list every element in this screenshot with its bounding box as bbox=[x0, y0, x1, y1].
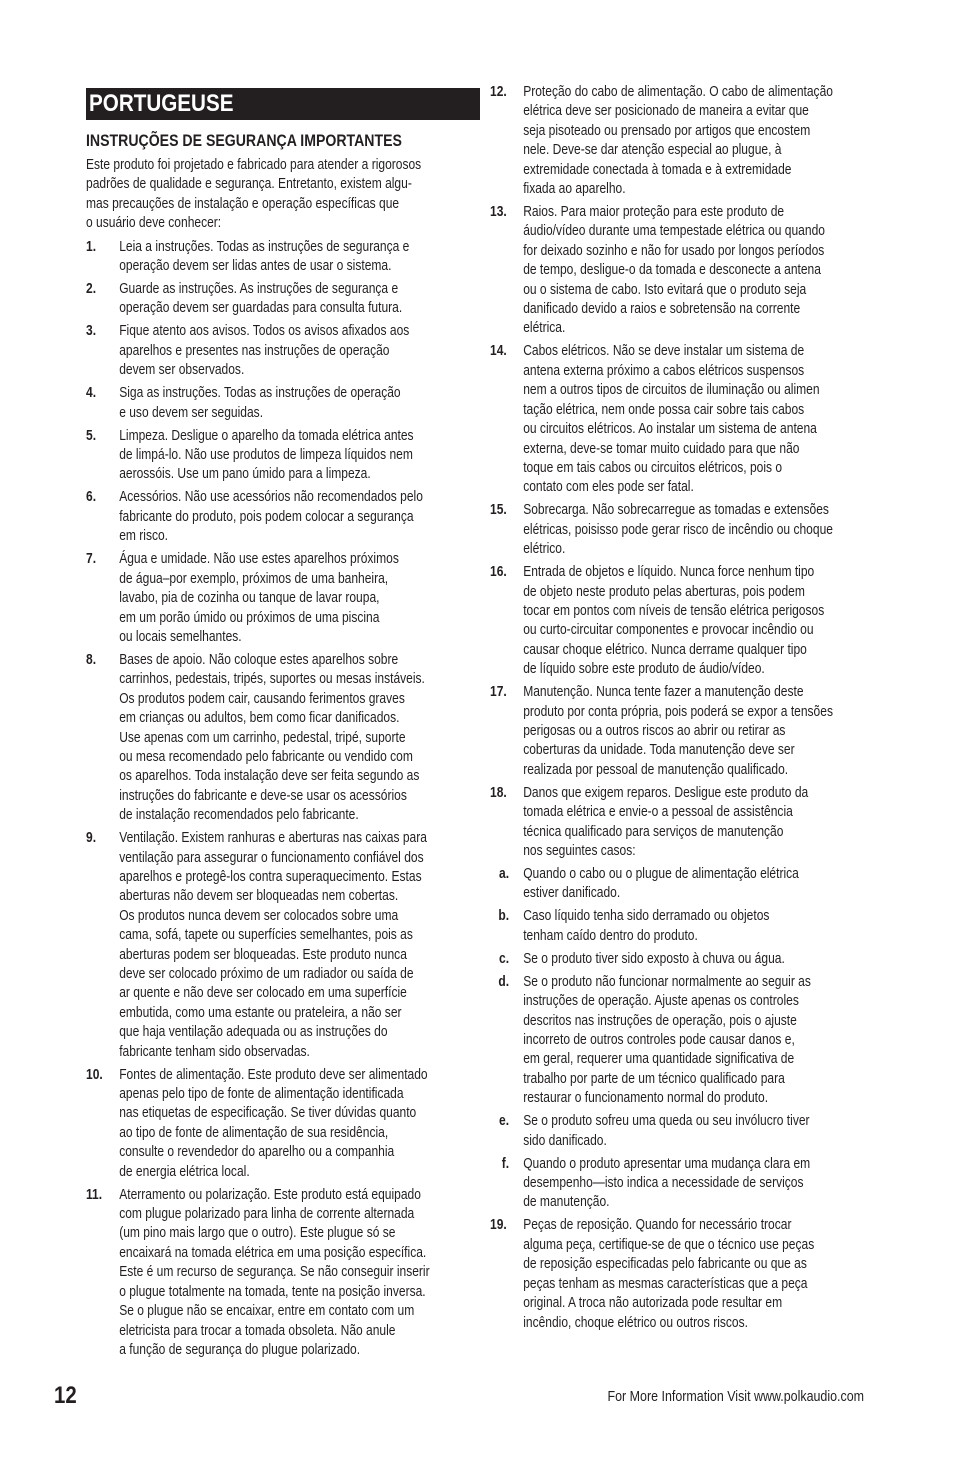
item-number: a. bbox=[499, 866, 510, 882]
list-item bbox=[490, 973, 876, 1109]
item-text-line: desempenho—isto indica a necessidade de serviços bbox=[523, 1175, 804, 1192]
item-text-line: realizada por pessoal de manutenção qualificado. bbox=[523, 761, 789, 778]
item-number: 9. bbox=[86, 830, 97, 847]
item-text-line: estiver danificado. bbox=[523, 885, 621, 902]
list-item bbox=[490, 1216, 876, 1332]
item-text-line: alguma peça, certifique-se de que o técnico use peças bbox=[523, 1236, 815, 1253]
list-item bbox=[86, 1186, 468, 1361]
item-text-line: embutida, como uma estante ou prateleira, a não ser bbox=[119, 1004, 402, 1021]
item-text-line: com plugue polarizado para linha de corrente alternada bbox=[119, 1206, 415, 1223]
item-text-line: sido danificado. bbox=[523, 1132, 607, 1149]
item-text-line: (um pino mais largo que o outro). Este plugue só se bbox=[119, 1225, 396, 1242]
item-text bbox=[523, 865, 876, 904]
item-text bbox=[523, 342, 876, 497]
list-item bbox=[86, 550, 468, 647]
item-text-line: Use apenas com um carrinho, pedestal, tripé, suporte bbox=[119, 729, 406, 746]
item-text bbox=[523, 1112, 876, 1151]
list-item bbox=[86, 651, 468, 826]
item-text-line: perigosas ou a outros riscos ao abrir ou retirar as bbox=[523, 722, 786, 739]
list-item bbox=[490, 83, 876, 199]
item-text-line: Siga as instruções. Todas as instruções de operação bbox=[119, 385, 401, 402]
item-text bbox=[119, 488, 468, 546]
item-text bbox=[523, 907, 876, 946]
intro-line: o usuário deve conhecer: bbox=[86, 215, 222, 232]
list-item bbox=[490, 1112, 876, 1151]
item-text-line: encaixará na tomada elétrica em uma posição específica. bbox=[119, 1244, 427, 1261]
item-text-line: Peças de reposição. Quando for necessário trocar bbox=[523, 1217, 792, 1234]
item-text-line: produto por conta própria, pois poderá se expor a tensões bbox=[523, 703, 833, 720]
item-text-line: fabricante do produto, pois podem colocar a segurança bbox=[119, 508, 414, 525]
item-text-line: eletricista para trocar a tomada obsoleta. Não anule bbox=[119, 1322, 396, 1339]
intro-line: padrões de qualidade e segurança. Entretanto, existem algu- bbox=[86, 176, 412, 193]
item-text bbox=[119, 1066, 468, 1182]
item-text bbox=[523, 973, 876, 1109]
item-text-line: Este é um recurso de segurança. Se não conseguir inserir bbox=[119, 1264, 430, 1281]
item-text-line: coberturas da unidade. Toda manutenção deve ser bbox=[523, 742, 795, 759]
item-number: 3. bbox=[86, 323, 97, 340]
item-text bbox=[523, 950, 876, 969]
item-text-line: aparelhos e protegê-los contra superaquecimento. Estas bbox=[119, 868, 422, 885]
item-text-line: Fique atento aos avisos. Todos os avisos afixados aos bbox=[119, 323, 410, 340]
item-number: f. bbox=[501, 1155, 510, 1172]
item-text-line: ou mesa recomendado pelo fabricante ou vendido com bbox=[119, 748, 413, 765]
list-item bbox=[490, 784, 876, 862]
list-item bbox=[86, 488, 468, 546]
footer-info: For More Information Visit www.polkaudio.com bbox=[607, 1388, 864, 1405]
item-text-line: os aparelhos. Toda instalação deve ser feita segundo as bbox=[119, 768, 420, 785]
item-text-line: incorreto de outros controles pode causar danos e, bbox=[523, 1032, 795, 1049]
item-text-line: ar quente e não deve ser colocado em uma superfície bbox=[119, 985, 407, 1002]
item-number: 5. bbox=[86, 427, 97, 444]
item-number: 11. bbox=[86, 1186, 103, 1203]
item-text-line: de manutenção. bbox=[523, 1194, 610, 1211]
item-number: b. bbox=[498, 908, 510, 925]
item-text-line: toque em tais cabos ou circuitos elétricos, pois o bbox=[523, 459, 783, 476]
item-text-line: áudio/vídeo durante uma tempestade elétrica ou quando bbox=[523, 223, 825, 240]
instruction-list-right bbox=[490, 83, 876, 1333]
item-text bbox=[119, 829, 468, 1062]
item-text-line: extremidade conectada à tomada e à extremidade bbox=[523, 161, 792, 178]
item-text-line: danificado devido a raios e sobretensão na corrente bbox=[523, 301, 801, 318]
item-text-line: que haja ventilação adequada ou as instruções do bbox=[119, 1024, 388, 1041]
list-item bbox=[86, 427, 468, 485]
item-text-line: apenas pelo tipo de fonte de alimentação identificada bbox=[119, 1086, 404, 1103]
item-text-line: Cabos elétricos. Não se deve instalar um sistema de bbox=[523, 343, 805, 360]
item-text bbox=[119, 1186, 468, 1361]
item-text bbox=[119, 427, 468, 485]
item-text bbox=[523, 501, 876, 559]
item-text bbox=[119, 238, 468, 277]
page-number: 12 bbox=[54, 1382, 77, 1409]
item-text-line: Sobrecarga. Não sobrecarregue as tomadas e extensões bbox=[523, 502, 829, 519]
item-number: c. bbox=[499, 950, 510, 967]
item-text-line: seja pisoteado ou prensado por artigos que encostem bbox=[523, 122, 811, 139]
item-text-line: Ventilação. Existem ranhuras e aberturas nas caixas para bbox=[119, 830, 427, 847]
list-item bbox=[490, 501, 876, 559]
item-text-line: ao tipo de fonte de alimentação de sua residência, bbox=[119, 1124, 389, 1141]
list-item bbox=[490, 907, 876, 946]
list-item bbox=[490, 342, 876, 497]
item-text-line: tocar em pontos com níveis de tensão elétrica perigosos bbox=[523, 602, 825, 619]
item-text-line: restaurar o funcionamento normal do produto. bbox=[523, 1090, 769, 1107]
item-number: 13. bbox=[490, 204, 507, 221]
right-column-content bbox=[490, 83, 876, 1333]
item-text-line: Quando o cabo ou o plugue de alimentação elétrica bbox=[523, 866, 799, 882]
item-text-line: Fontes de alimentação. Este produto deve ser alimentado bbox=[119, 1066, 428, 1083]
item-text-line: operação devem ser guardadas para consulta futura. bbox=[119, 300, 403, 317]
intro-line: Este produto foi projetado e fabricado para atender a rigorosos bbox=[86, 157, 422, 173]
item-text-line: Se o plugue não se encaixar, entre em contato com um bbox=[119, 1303, 415, 1320]
item-text-line: antena externa próximo a cabos elétricos suspensos bbox=[523, 362, 805, 379]
item-text-line: Guarde as instruções. As instruções de segurança e bbox=[119, 281, 399, 298]
item-text-line: Aterramento ou polarização. Este produto está equipado bbox=[119, 1186, 421, 1203]
item-text-line: tenham caído dentro do produto. bbox=[523, 927, 698, 944]
item-text-line: em crianças ou adultos, bem como ficar danificados. bbox=[119, 710, 400, 727]
item-text-line: nas etiquetas de especificação. Se tiver dúvidas quanto bbox=[119, 1105, 417, 1122]
item-text-line: consulte o revendedor do aparelho ou a companhia bbox=[119, 1144, 395, 1161]
list-item bbox=[490, 563, 876, 679]
item-number: 2. bbox=[86, 281, 97, 298]
item-text-line: técnica qualificado para serviços de manutenção bbox=[523, 823, 784, 840]
item-number: 10. bbox=[86, 1066, 103, 1083]
item-text-line: de tempo, desligue-o da tomada e desconecte a antena bbox=[523, 262, 821, 279]
item-text-line: tação elétrica, nem onde possa cair sobre tais cabos bbox=[523, 401, 805, 418]
item-text-line: instruções de operação. Ajuste apenas os controles bbox=[523, 993, 799, 1010]
item-text-line: Acessórios. Não use acessórios não recomendados pelo bbox=[119, 489, 423, 506]
item-text-line: ou locais semelhantes. bbox=[119, 628, 242, 645]
left-column-content bbox=[86, 130, 468, 1360]
item-number: 12. bbox=[490, 84, 507, 100]
item-text-line: em geral, requerer uma quantidade significativa de bbox=[523, 1051, 795, 1068]
item-number: 14. bbox=[490, 343, 507, 360]
item-text-line: Caso líquido tenha sido derramado ou objetos bbox=[523, 908, 770, 925]
item-text-line: fabricante tenham sido observadas. bbox=[119, 1043, 310, 1060]
item-text-line: Se o produto sofreu uma queda ou seu invólucro tiver bbox=[523, 1113, 810, 1130]
item-text-line: elétrica deve ser posicionado de maneira a evitar que bbox=[523, 103, 809, 120]
item-text-line: for deixado sozinho e não for usado por longos períodos bbox=[523, 242, 825, 259]
item-text-line: Danos que exigem reparos. Desligue este produto da bbox=[523, 784, 809, 801]
item-text-line: Raios. Para maior proteção para este produto de bbox=[523, 204, 785, 221]
list-item bbox=[490, 865, 876, 904]
section-title-banner bbox=[86, 88, 480, 120]
item-text-line: operação devem ser lidas antes de usar o sistema. bbox=[119, 258, 392, 275]
item-text bbox=[523, 683, 876, 780]
item-text-line: peças tenham as mesmas características que a peça bbox=[523, 1275, 808, 1292]
item-text-line: Bases de apoio. Não coloque estes aparelhos sobre bbox=[119, 651, 399, 668]
item-text-line: aberturas podem ser bloqueadas. Este produto nunca bbox=[119, 946, 407, 963]
list-item bbox=[490, 203, 876, 339]
item-text-line: e uso devem ser seguidas. bbox=[119, 404, 264, 421]
item-text-line: Leia a instruções. Todas as instruções de segurança e bbox=[119, 238, 410, 255]
item-text bbox=[119, 280, 468, 319]
item-number: e. bbox=[499, 1113, 510, 1130]
list-item bbox=[86, 384, 468, 423]
intro-paragraph bbox=[86, 156, 468, 234]
item-text-line: externa, deve-se tomar muito cuidado para que não bbox=[523, 440, 800, 457]
item-number: 6. bbox=[86, 489, 97, 506]
item-text-line: trabalho por parte de um técnico qualificado para bbox=[523, 1070, 785, 1087]
item-number: 16. bbox=[490, 564, 507, 581]
right-column bbox=[490, 83, 876, 1337]
item-number: 8. bbox=[86, 651, 97, 668]
list-item bbox=[86, 1066, 468, 1182]
item-text-line: lavabo, pia de cozinha ou tanque de lavar roupa, bbox=[119, 590, 380, 607]
item-text-line: descritos nas instruções de operação, pois o ajuste bbox=[523, 1012, 797, 1029]
item-text-line: deve ser colocado próximo de um radiador ou saída de bbox=[119, 966, 414, 982]
item-text-line: aberturas não devem ser bloqueadas nem cobertas. bbox=[119, 888, 399, 905]
left-column bbox=[86, 130, 468, 1364]
item-text-line: causar choque elétrico. Nunca derrame qualquer tipo bbox=[523, 641, 807, 658]
intro-line: mas precauções de instalação e operação específicas que bbox=[86, 195, 400, 212]
item-text-line: elétrica. bbox=[523, 320, 566, 337]
list-item bbox=[490, 683, 876, 780]
list-item bbox=[86, 829, 468, 1062]
item-text-line: de água–por exemplo, próximos de uma banheira, bbox=[119, 570, 389, 587]
item-text-line: cama, sofá, tapete ou superfícies semelhantes, pois as bbox=[119, 927, 413, 944]
item-text bbox=[523, 83, 876, 199]
item-text-line: de energia elétrica local. bbox=[119, 1163, 250, 1180]
item-text-line: a função de segurança do plugue polarizado. bbox=[119, 1341, 361, 1358]
item-text-line: o plugue totalmente na tomada, tente na posição inversa. bbox=[119, 1283, 426, 1300]
item-text-line: aerossóis. Use um pano úmido para a limpeza. bbox=[119, 466, 371, 483]
item-text-line: original. A troca não autorizada pode resultar em bbox=[523, 1295, 783, 1312]
item-text-line: Os produtos nunca devem ser colocados sobre uma bbox=[119, 907, 399, 924]
item-text bbox=[523, 1216, 876, 1332]
item-text-line: Os produtos podem cair, causando ferimentos graves bbox=[119, 690, 405, 707]
item-text-line: Limpeza. Desligue o aparelho da tomada elétrica antes bbox=[119, 427, 414, 444]
item-number: 15. bbox=[490, 502, 507, 519]
page-heading: INSTRUÇÕES DE SEGURANÇA IMPORTANTES bbox=[86, 131, 402, 150]
item-text-line: em um porão úmido ou próximos de uma piscina bbox=[119, 609, 380, 626]
item-number: 18. bbox=[490, 784, 507, 801]
item-text-line: nos seguintes casos: bbox=[523, 843, 636, 859]
item-text-line: aparelhos e presentes nas instruções de operação bbox=[119, 342, 390, 359]
item-number: d. bbox=[498, 973, 510, 990]
item-text bbox=[523, 563, 876, 679]
item-text-line: elétrico. bbox=[523, 541, 566, 558]
item-text-line: instruções do fabricante e deve-se usar os acessórios bbox=[119, 787, 407, 804]
item-text-line: Se o produto não funcionar normalmente ao seguir as bbox=[523, 973, 811, 990]
item-text-line: de objeto neste produto pelas aberturas, pois podem bbox=[523, 583, 805, 600]
list-item bbox=[490, 950, 876, 969]
item-text-line: Se o produto tiver sido exposto à chuva ou água. bbox=[523, 950, 785, 967]
item-text-line: ou o sistema de cabo. Isto evitará que o produto seja bbox=[523, 281, 807, 298]
item-text-line: Proteção do cabo de alimentação. O cabo de alimentação bbox=[523, 84, 833, 100]
item-text-line: nem a outros tipos de circuitos de iluminação ou alimen bbox=[523, 382, 820, 399]
item-text-line: de limpá-lo. Não use produtos de limpeza líquidos nem bbox=[119, 447, 413, 464]
list-item bbox=[86, 280, 468, 319]
section-title: PORTUGEUSE bbox=[89, 90, 234, 117]
item-text-line: de instalação recomendados pelo fabricante. bbox=[119, 807, 359, 824]
item-number: 19. bbox=[490, 1217, 507, 1234]
item-text bbox=[523, 784, 876, 862]
item-text-line: Água e umidade. Não use estes aparelhos próximos bbox=[119, 551, 399, 568]
item-text-line: tomada elétrica e envie-o a pessoal de assistência bbox=[523, 804, 793, 821]
item-text-line: ou circuitos elétricos. Ao instalar um sistema de antena bbox=[523, 421, 817, 438]
item-text-line: contato com eles pode ser fatal. bbox=[523, 479, 694, 496]
list-item bbox=[86, 322, 468, 380]
item-text-line: incêndio, choque elétrico ou outros riscos. bbox=[523, 1314, 748, 1331]
item-text bbox=[523, 203, 876, 339]
item-text bbox=[523, 1155, 876, 1213]
item-text-line: de reposição especificadas pelo fabricante ou que as bbox=[523, 1256, 807, 1273]
list-item bbox=[490, 1155, 876, 1213]
item-text-line: Manutenção. Nunca tente fazer a manutenção deste bbox=[523, 684, 804, 701]
item-text-line: fixada ao aparelho. bbox=[523, 181, 626, 198]
item-text-line: Quando o produto apresentar uma mudança clara em bbox=[523, 1155, 811, 1172]
item-text-line: ou curto-circuitar componentes e provocar incêndio ou bbox=[523, 622, 814, 639]
item-text bbox=[119, 651, 468, 826]
item-text bbox=[119, 322, 468, 380]
item-text bbox=[119, 550, 468, 647]
list-item bbox=[86, 238, 468, 277]
item-text-line: de líquido sobre este produto de áudio/vídeo. bbox=[523, 661, 765, 678]
item-text-line: devem ser observados. bbox=[119, 362, 245, 379]
item-number: 17. bbox=[490, 684, 507, 701]
item-number: 7. bbox=[86, 551, 97, 568]
item-text bbox=[119, 384, 468, 423]
item-text-line: em risco. bbox=[119, 528, 169, 545]
item-text-line: ventilação para assegurar o funcionamento confiável dos bbox=[119, 849, 424, 866]
instruction-list-left bbox=[86, 238, 468, 1361]
item-text-line: carrinhos, pedestais, tripés, suportes ou mesas instáveis. bbox=[119, 671, 425, 688]
item-text-line: nele. Deve-se dar atenção especial ao plugue, à bbox=[523, 142, 782, 159]
item-number: 1. bbox=[86, 238, 97, 255]
item-number: 4. bbox=[86, 385, 97, 402]
item-text-line: Entrada de objetos e líquido. Nunca force nenhum tipo bbox=[523, 564, 815, 581]
item-text-line: elétricas, poisisso pode gerar risco de incêndio ou choque bbox=[523, 521, 833, 538]
